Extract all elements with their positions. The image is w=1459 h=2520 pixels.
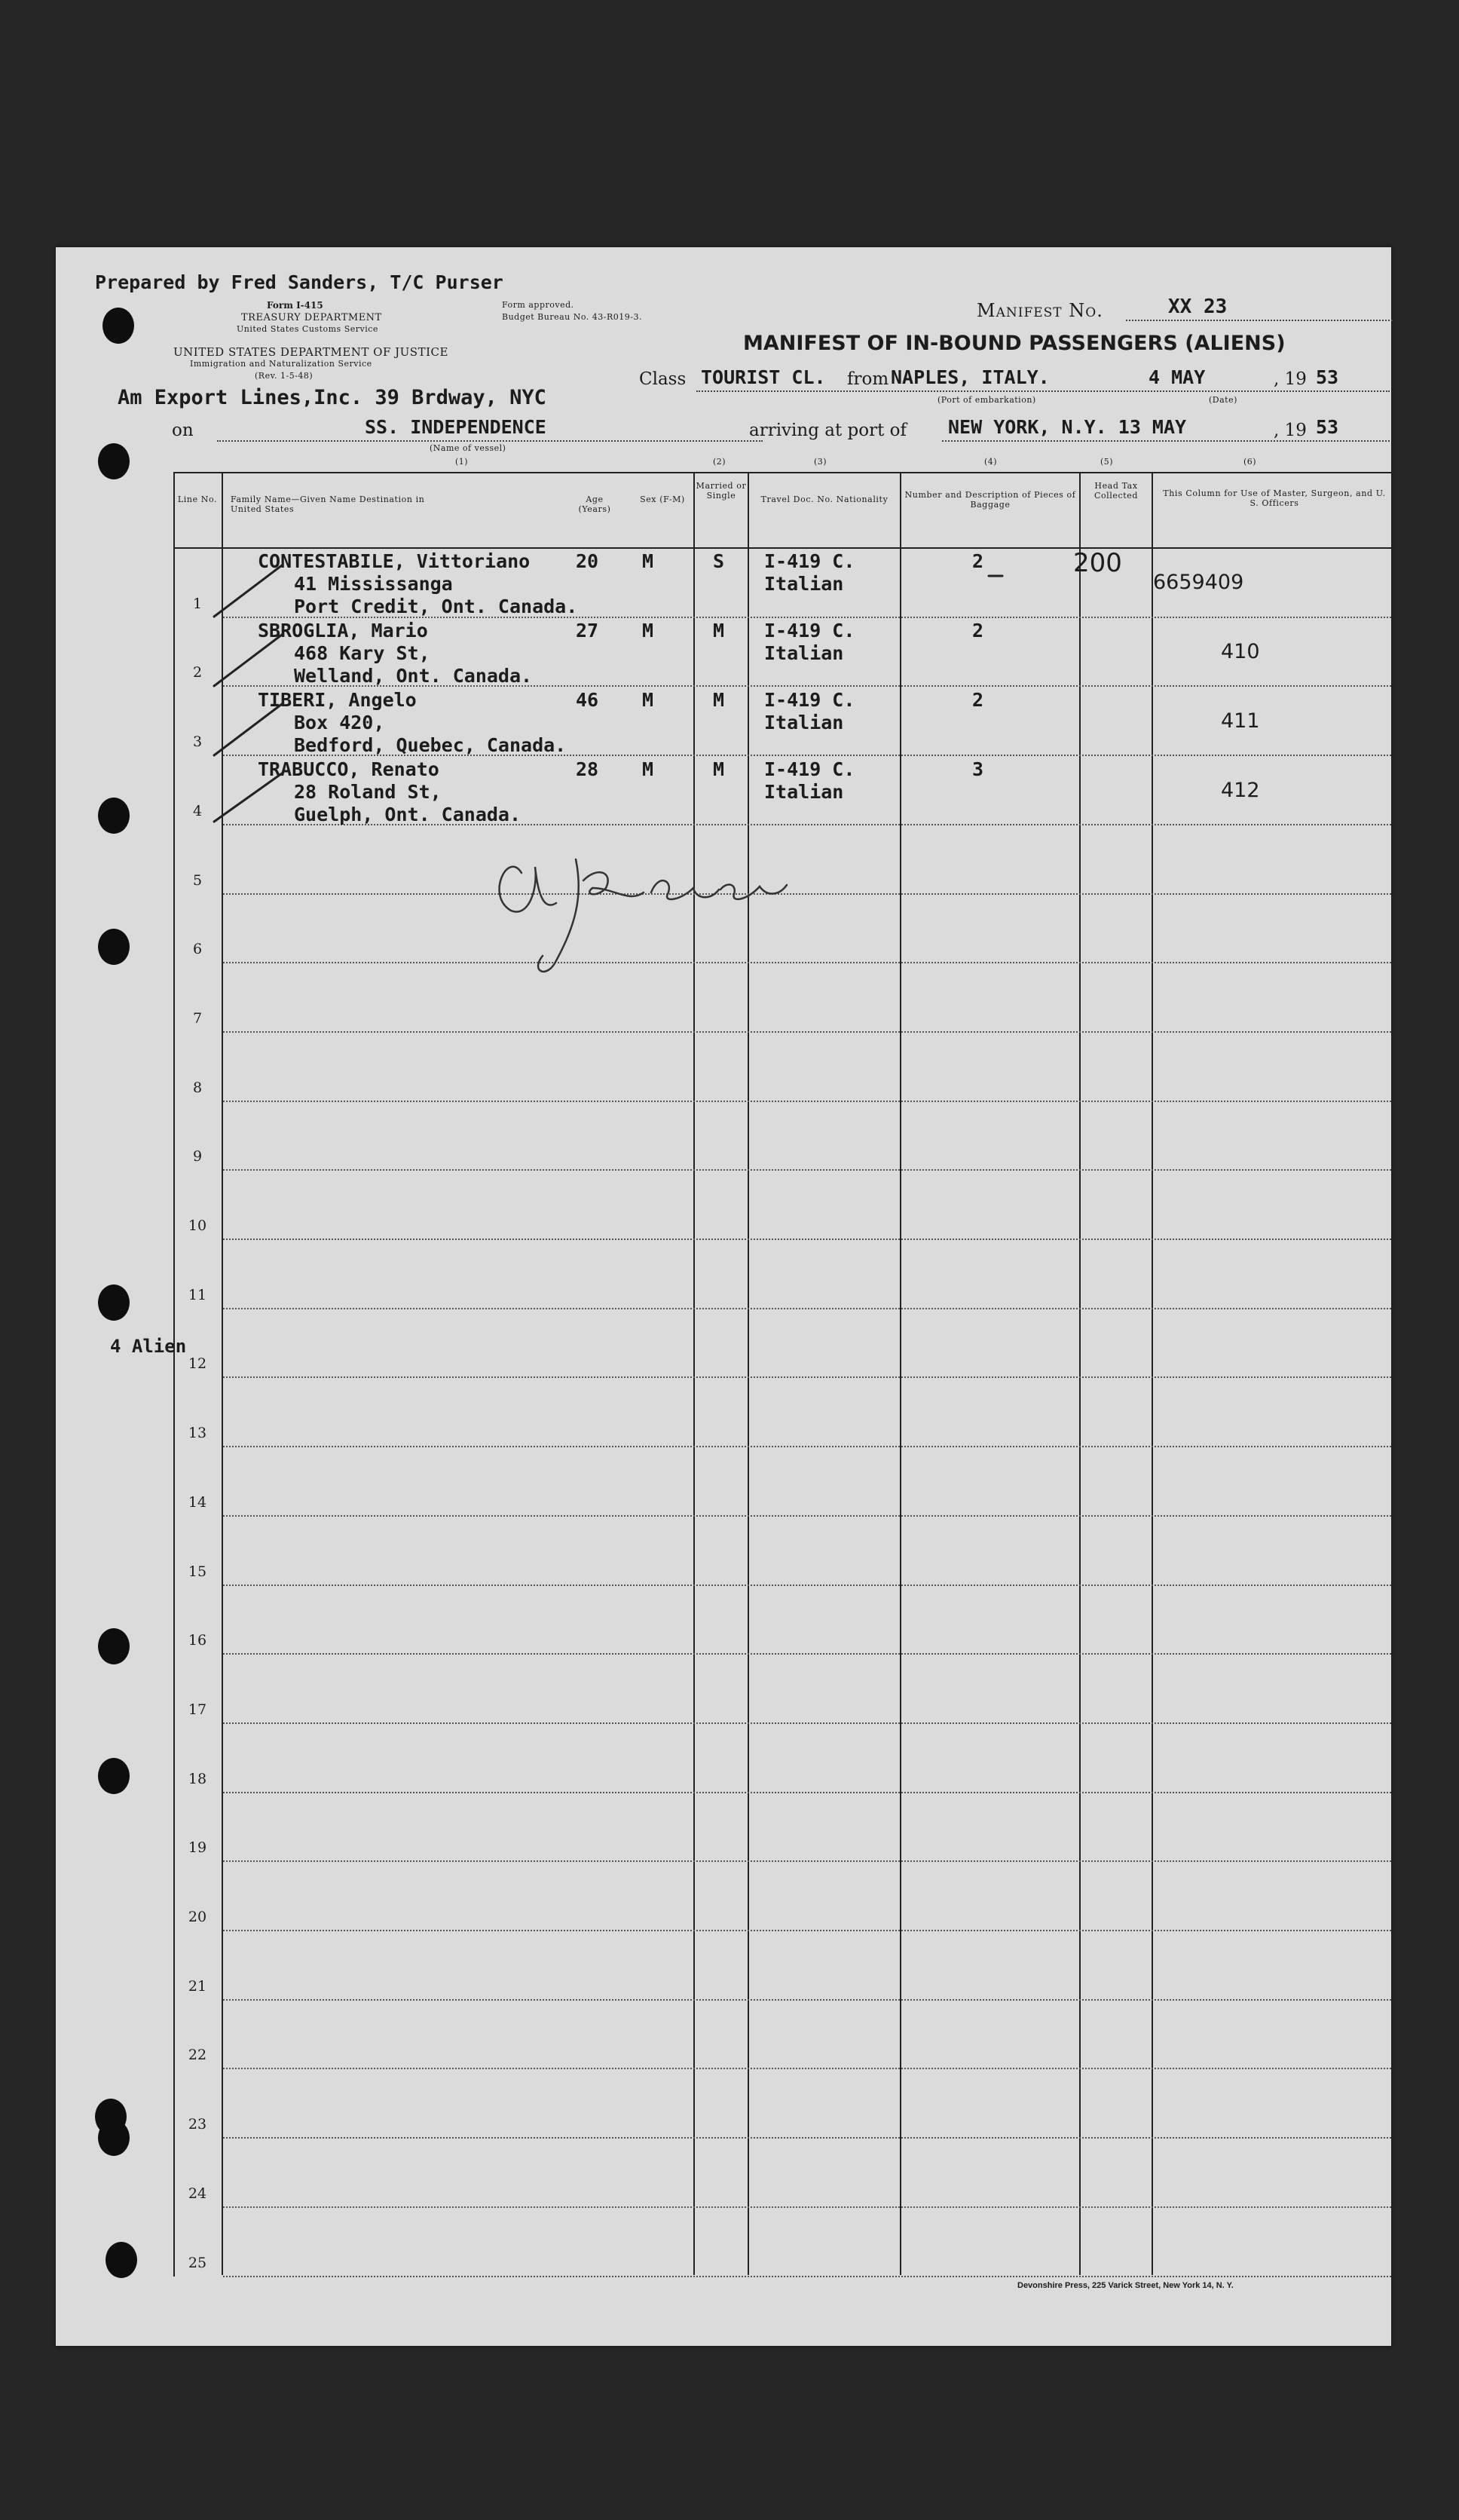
justice-department: UNITED STATES DEPARTMENT OF JUSTICE: [173, 345, 448, 359]
check-mark: [214, 704, 282, 755]
header-head-tax: Head Tax Collected: [1093, 481, 1139, 501]
passenger-sex: M: [642, 758, 654, 780]
nationality: Italian: [764, 573, 844, 595]
form-revision: (Rev. 1-5-48): [255, 371, 314, 381]
officer-note: 412: [1221, 779, 1260, 802]
col-num-2: (2): [713, 457, 726, 467]
header-officers: This Column for Use of Master, Surgeon, and U. S. Officers: [1163, 488, 1386, 508]
line-number: 12: [188, 1355, 207, 1373]
line-number: 10: [188, 1217, 207, 1234]
line-number: 4: [192, 802, 203, 819]
treasury-department: TREASURY DEPARTMENT: [241, 312, 382, 323]
from-label: from: [847, 369, 889, 389]
baggage-count: 2: [972, 620, 984, 641]
passenger-marital-status: M: [713, 758, 725, 780]
port-caption: (Port of embarkation): [937, 395, 1036, 405]
passenger-age: 27: [576, 620, 599, 641]
passenger-age: 20: [576, 550, 599, 572]
line-number: 21: [188, 1977, 207, 1995]
passenger-name: CONTESTABILE, Vittoriano: [258, 550, 531, 572]
line-number: 1: [192, 595, 203, 612]
line-number: 20: [188, 1909, 207, 1925]
line-number: 13: [188, 1425, 207, 1442]
class-label: Class: [639, 369, 687, 389]
passenger-address-line: 468 Kary St,: [294, 642, 430, 664]
page-title: MANIFEST OF IN-BOUND PASSENGERS (ALIENS): [743, 332, 1286, 355]
head-tax: 200: [1073, 548, 1122, 578]
header-travel-doc: Travel Doc. No. Nationality: [760, 495, 889, 504]
date-caption: (Date): [1209, 395, 1237, 405]
check-mark: [214, 635, 282, 686]
header-married: Married or Single: [696, 481, 747, 501]
baggage-count: 3: [972, 758, 984, 780]
on-label: on: [172, 421, 194, 440]
budget-bureau: Budget Bureau No. 43-R019-3.: [502, 312, 643, 322]
year-prefix-2: , 19: [1274, 421, 1307, 440]
passenger-name: TRABUCCO, Renato: [258, 758, 439, 780]
passenger-age: 28: [576, 758, 599, 780]
vessel-name: SS. INDEPENDENCE: [365, 416, 546, 438]
passenger-sex: M: [642, 689, 654, 711]
line-number: 5: [192, 871, 203, 889]
passenger-sex: M: [642, 620, 654, 641]
travel-doc: I-419 C.: [764, 758, 855, 780]
passenger-address-line: Bedford, Quebec, Canada.: [294, 734, 567, 756]
year-prefix-1: , 19: [1274, 369, 1307, 389]
line-number: 23: [188, 2116, 207, 2133]
line-number: 9: [192, 1148, 203, 1165]
line-number: 3: [192, 733, 203, 751]
line-number: 15: [188, 1563, 207, 1580]
arriving-label: arriving at port of: [749, 421, 907, 440]
handwritten-marks: [56, 247, 1391, 2346]
line-number: 6: [192, 941, 203, 958]
officer-note: 6659409: [1153, 571, 1244, 594]
manifest-label: Manifest No.: [977, 300, 1103, 321]
passenger-address-line: 28 Roland St,: [294, 781, 442, 803]
form-approved: Form approved.: [502, 300, 574, 310]
check-mark: [214, 565, 282, 617]
form-number: Form I-415: [267, 300, 323, 311]
travel-doc: I-419 C.: [764, 620, 855, 641]
col-num-5: (5): [1100, 457, 1114, 467]
customs-service: United States Customs Service: [237, 324, 378, 334]
nationality: Italian: [764, 781, 844, 803]
passenger-address-line: Guelph, Ont. Canada.: [294, 804, 522, 825]
passenger-address-line: Welland, Ont. Canada.: [294, 665, 533, 687]
baggage-count: 2: [972, 689, 984, 711]
immigration-service: Immigration and Naturalization Service: [190, 359, 372, 369]
line-number: 24: [188, 2185, 207, 2202]
officer-note: 411: [1221, 709, 1260, 733]
header-line-no: Line No.: [177, 495, 218, 504]
passenger-address-line: Port Credit, Ont. Canada.: [294, 596, 578, 617]
line-number: 8: [192, 1079, 203, 1096]
year-2: 53: [1316, 416, 1339, 438]
arrival-port: NEW YORK, N.Y. 13 MAY: [948, 416, 1187, 438]
header-name: Family Name—Given Name Destination in United States: [231, 495, 425, 514]
passenger-marital-status: M: [713, 620, 725, 641]
nationality: Italian: [764, 642, 844, 664]
line-number: 18: [188, 1770, 207, 1787]
printer-credit: Devonshire Press, 225 Varick Street, New York 14, N. Y.: [1017, 2281, 1234, 2290]
passenger-address-line: 41 Mississanga: [294, 573, 453, 595]
officer-note: 410: [1221, 640, 1260, 663]
col-num-4: (4): [984, 457, 998, 467]
header-age: Age (Years): [578, 495, 611, 514]
passenger-age: 46: [576, 689, 599, 711]
line-number: 14: [188, 1493, 207, 1511]
vessel-caption: (Name of vessel): [430, 443, 506, 453]
manifest-sheet: [56, 247, 1391, 2346]
prepared-by: Prepared by Fred Sanders, T/C Purser: [95, 271, 503, 293]
passenger-name: TIBERI, Angelo: [258, 689, 417, 711]
travel-doc: I-419 C.: [764, 689, 855, 711]
shipping-company: Am Export Lines,Inc. 39 Brdway, NYC: [118, 386, 546, 409]
passenger-marital-status: S: [713, 550, 725, 572]
line-number: 7: [192, 1009, 203, 1027]
inspector-signature: [500, 859, 787, 972]
line-number: 25: [188, 2254, 207, 2271]
col-num-6: (6): [1243, 457, 1257, 467]
line-number: 17: [188, 1701, 207, 1718]
col-num-1: (1): [455, 457, 469, 467]
line-number: 11: [188, 1286, 207, 1303]
passenger-marital-status: M: [713, 689, 725, 711]
nationality: Italian: [764, 712, 844, 733]
year-1: 53: [1316, 366, 1339, 388]
sail-date: 4 MAY: [1149, 366, 1206, 388]
line-number: 16: [188, 1632, 207, 1649]
col-num-3: (3): [814, 457, 827, 467]
header-sex: Sex (F-M): [640, 495, 685, 504]
manifest-number: XX 23: [1168, 295, 1228, 318]
check-mark: [214, 773, 282, 822]
header-baggage: Number and Description of Pieces of Baggage: [904, 490, 1076, 510]
passenger-address-line: Box 420,: [294, 712, 385, 733]
line-number: 2: [192, 664, 203, 681]
alien-count-note: 4 Alien: [110, 1336, 187, 1357]
class-value: TOURIST CL.: [701, 366, 826, 388]
travel-doc: I-419 C.: [764, 550, 855, 572]
passenger-sex: M: [642, 550, 654, 572]
embark-port: NAPLES, ITALY.: [891, 366, 1050, 388]
line-number: 19: [188, 1839, 207, 1857]
baggage-count: 2: [972, 550, 984, 572]
line-number: 22: [188, 2047, 207, 2064]
passenger-name: SBROGLIA, Mario: [258, 620, 428, 641]
